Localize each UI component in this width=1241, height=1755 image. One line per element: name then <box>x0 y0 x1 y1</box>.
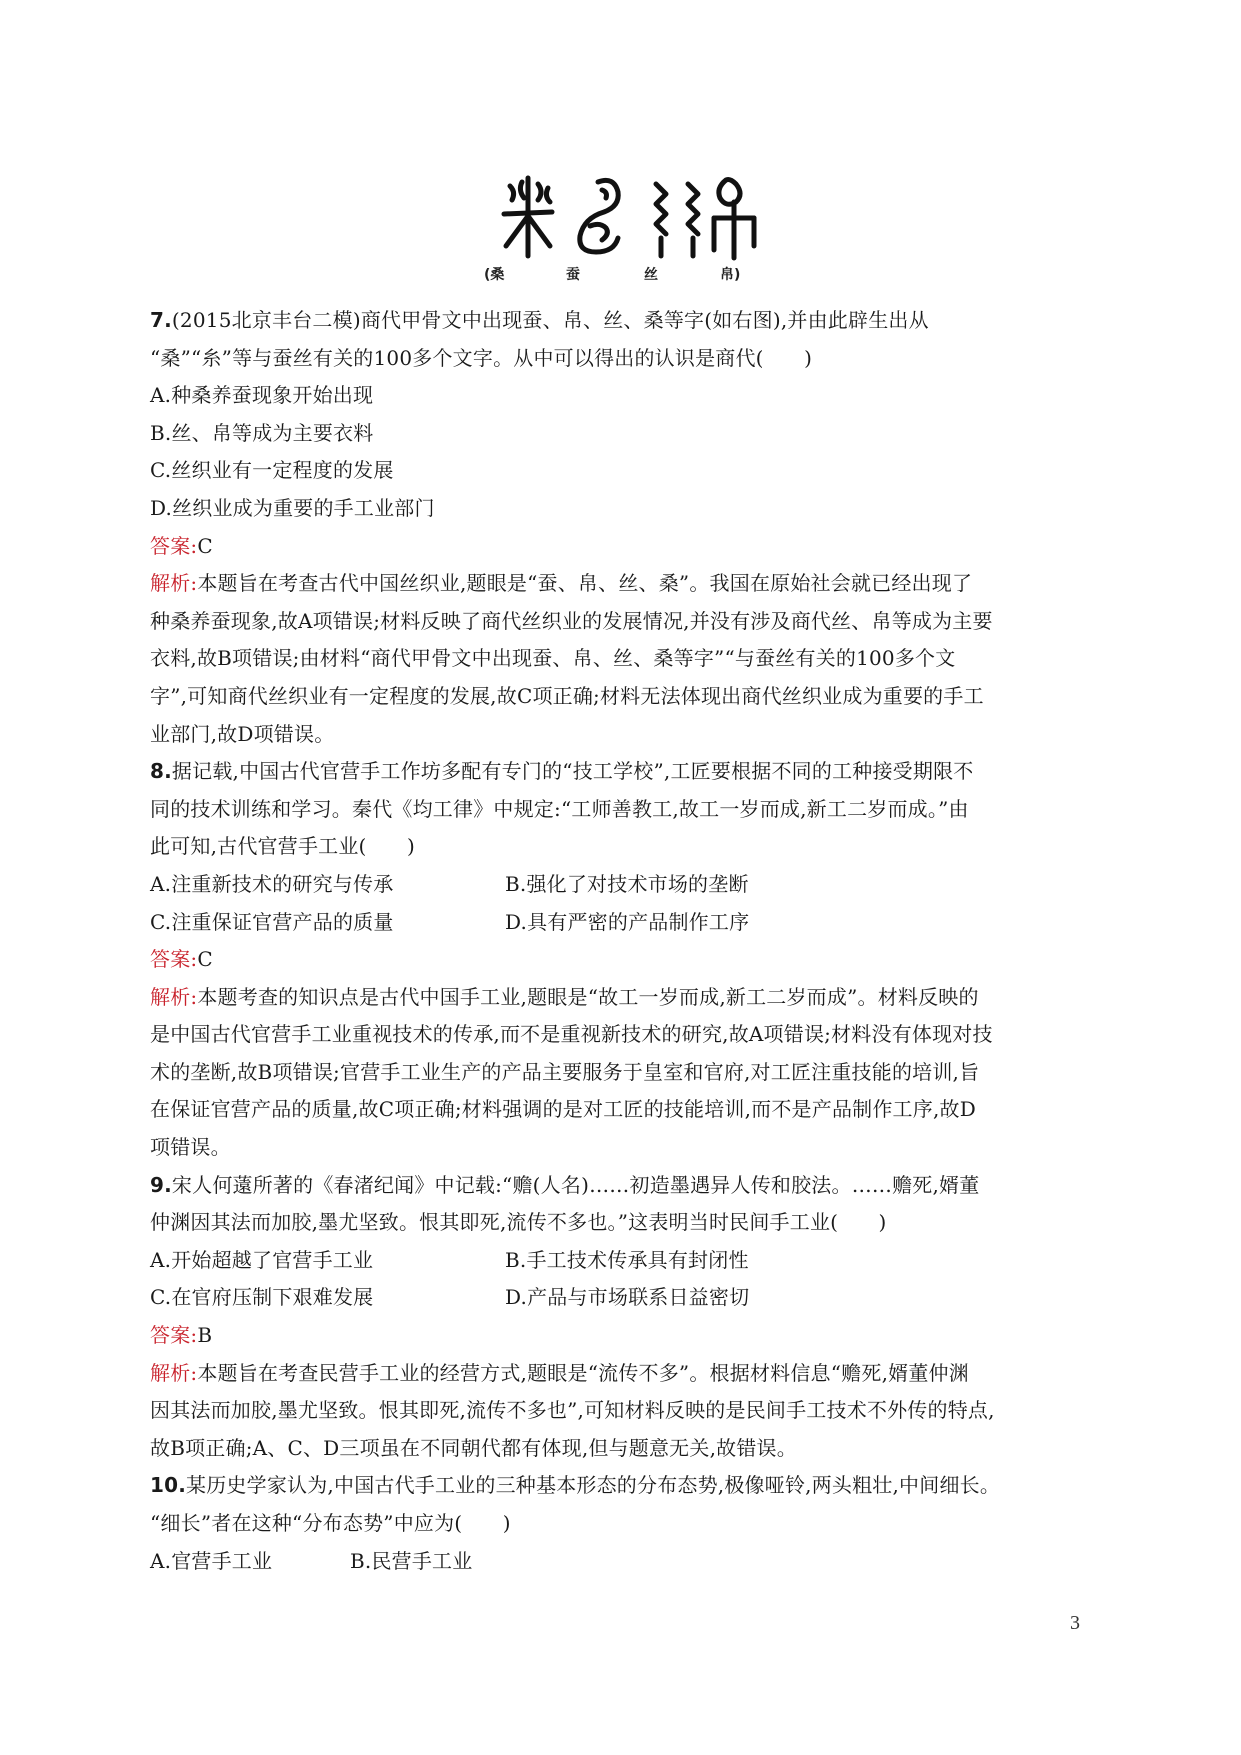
q10-option-a: A.官营手工业 <box>150 1548 273 1573</box>
q8-options-row-1 <box>150 866 1090 904</box>
q7-analysis-line-1: 解析:本题旨在考查古代中国丝织业,题眼是“蚕、帛、丝、桑”。我国在原始社会就已经出现了 <box>150 571 973 596</box>
q8-stem-line-2: 同的技术训练和学习。秦代《均工律》中规定:“工师善教工,故工一岁而成,新工二岁而成。”由 <box>150 796 969 821</box>
q7-stem-line-2: “桑”“糸”等与蚕丝有关的100多个文字。从中可以得出的认识是商代( ) <box>150 345 813 370</box>
q8-options-row-2 <box>150 904 1090 942</box>
q10-number: 10. <box>150 1473 187 1498</box>
oracle-glyphs-image <box>498 172 758 262</box>
q7-stem-line-1: 7.(2015北京丰台二模)商代甲骨文中出现蚕、帛、丝、桑等字(如右图),并由此辟生出从 <box>150 308 929 332</box>
q9-analysis-line-1: 解析:本题旨在考查民营手工业的经营方式,题眼是“流传不多”。根据材料信息“赡死,婿董仲渊 <box>150 1360 969 1385</box>
q8-option-c: C.注重保证官营产品的质量 <box>150 909 394 934</box>
caption-can: 蚕 <box>566 267 580 283</box>
q9-option-b: B.手工技术传承具有封闭性 <box>505 1247 749 1272</box>
glyph-can-icon <box>580 180 618 252</box>
q9-analysis-line-2: 因其法而加胶,墨尤坚致。恨其即死,流传不多也”,可知材料反映的是民间手工技术不外传的特点, <box>150 1398 995 1423</box>
q8-analysis-line-1: 解析:本题考查的知识点是古代中国手工业,题眼是“故工一岁而成,新工二岁而成”。材料反映的 <box>150 984 979 1009</box>
q8-option-b: B.强化了对技术市场的垄断 <box>505 871 749 896</box>
answer-label: 答案: <box>150 533 198 558</box>
answer-label: 答案: <box>150 947 198 972</box>
q7-option-c: C.丝织业有一定程度的发展 <box>150 458 394 483</box>
q10-stem-line-2: “细长”者在这种“分布态势”中应为( ) <box>150 1511 511 1535</box>
q8-stem-line-1: 8.据记载,中国古代官营手工作坊多配有专门的“技工学校”,工匠要根据不同的工种接受期限不 <box>150 759 974 784</box>
q10-stem-line-1: 10.某历史学家认为,中国古代手工业的三种基本形态的分布态势,极像哑铃,两头粗壮,中间细长。 <box>150 1473 1001 1498</box>
caption-si: 丝 <box>644 267 658 283</box>
glyph-sang-icon <box>504 178 552 256</box>
q7-option-b: B.丝、帛等成为主要衣料 <box>150 420 374 445</box>
q7-analysis-line-3: 衣料,故B项错误;由材料“商代甲骨文中出现蚕、帛、丝、桑等字”“与蚕丝有关的100多个文 <box>150 646 956 671</box>
q7-analysis-line-5: 业部门,故D项错误。 <box>150 721 335 746</box>
q9-option-a: A.开始超越了官营手工业 <box>150 1247 374 1272</box>
glyph-si-icon <box>656 184 698 256</box>
analysis-label: 解析: <box>150 1360 198 1385</box>
q8-answer: 答案:C <box>150 947 213 972</box>
q8-analysis-line-2: 是中国古代官营手工业重视技术的传承,而不是重视新技术的研究,故A项错误;材料没有体现对技 <box>150 1022 993 1047</box>
q8-analysis-line-3: 术的垄断,故B项错误;官营手工业生产的产品主要服务于皇室和官府,对工匠注重技能的培训,旨 <box>150 1059 980 1084</box>
question-content <box>150 302 1090 1580</box>
q8-stem-line-3: 此可知,古代官营手工业( ) <box>150 834 415 859</box>
q9-stem-line-2: 仲渊因其法而加胶,墨尤坚致。恨其即死,流传不多也。”这表明当时民间手工业( ) <box>150 1210 887 1235</box>
q7-option-d: D.丝织业成为重要的手工业部门 <box>150 495 435 520</box>
oracle-glyph-figure <box>484 172 758 288</box>
q10-options-row-1 <box>150 1543 1090 1581</box>
q8-option-d: D.具有严密的产品制作工序 <box>505 909 750 934</box>
q9-option-d: D.产品与市场联系日益密切 <box>505 1285 750 1310</box>
analysis-label: 解析: <box>150 571 198 596</box>
q10-option-b: B.民营手工业 <box>350 1548 473 1573</box>
q8-number: 8. <box>150 759 172 784</box>
q9-stem-line-1: 9.宋人何薳所著的《春渚纪闻》中记载:“赡(人名)……初造墨遇异人传和胶法。……赡死,婿董 <box>150 1172 980 1197</box>
glyph-caption <box>484 264 758 284</box>
q7-analysis-line-4: 字”,可知商代丝织业有一定程度的发展,故C项正确;材料无法体现出商代丝织业成为重要的手工 <box>150 683 984 708</box>
q9-option-c: C.在官府压制下艰难发展 <box>150 1285 374 1310</box>
q8-analysis-line-4: 在保证官营产品的质量,故C项正确;材料强调的是对工匠的技能培训,而不是产品制作工序,故D <box>150 1097 976 1122</box>
q8-option-a: A.注重新技术的研究与传承 <box>150 871 394 896</box>
q9-analysis-line-3: 故B项正确;A、C、D三项虽在不同朝代都有体现,但与题意无关,故错误。 <box>150 1435 797 1460</box>
answer-label: 答案: <box>150 1323 198 1348</box>
q9-options-row-2 <box>150 1279 1090 1317</box>
q9-number: 9. <box>150 1172 172 1197</box>
glyph-bo-icon <box>714 180 754 259</box>
caption-bo: 帛) <box>720 267 741 283</box>
q8-analysis-line-5: 项错误。 <box>150 1135 231 1160</box>
page-number: 3 <box>1070 1612 1080 1634</box>
caption-sang: (桑 <box>484 267 505 283</box>
analysis-label: 解析: <box>150 984 198 1009</box>
q7-analysis-line-2: 种桑养蚕现象,故A项错误;材料反映了商代丝织业的发展情况,并没有涉及商代丝、帛等成为主要 <box>150 608 993 633</box>
q9-options-row-1 <box>150 1242 1090 1280</box>
q7-answer: 答案:C <box>150 533 213 558</box>
q9-answer: 答案:B <box>150 1323 213 1348</box>
q7-number: 7. <box>150 308 172 332</box>
q7-option-a: A.种桑养蚕现象开始出现 <box>150 383 374 408</box>
